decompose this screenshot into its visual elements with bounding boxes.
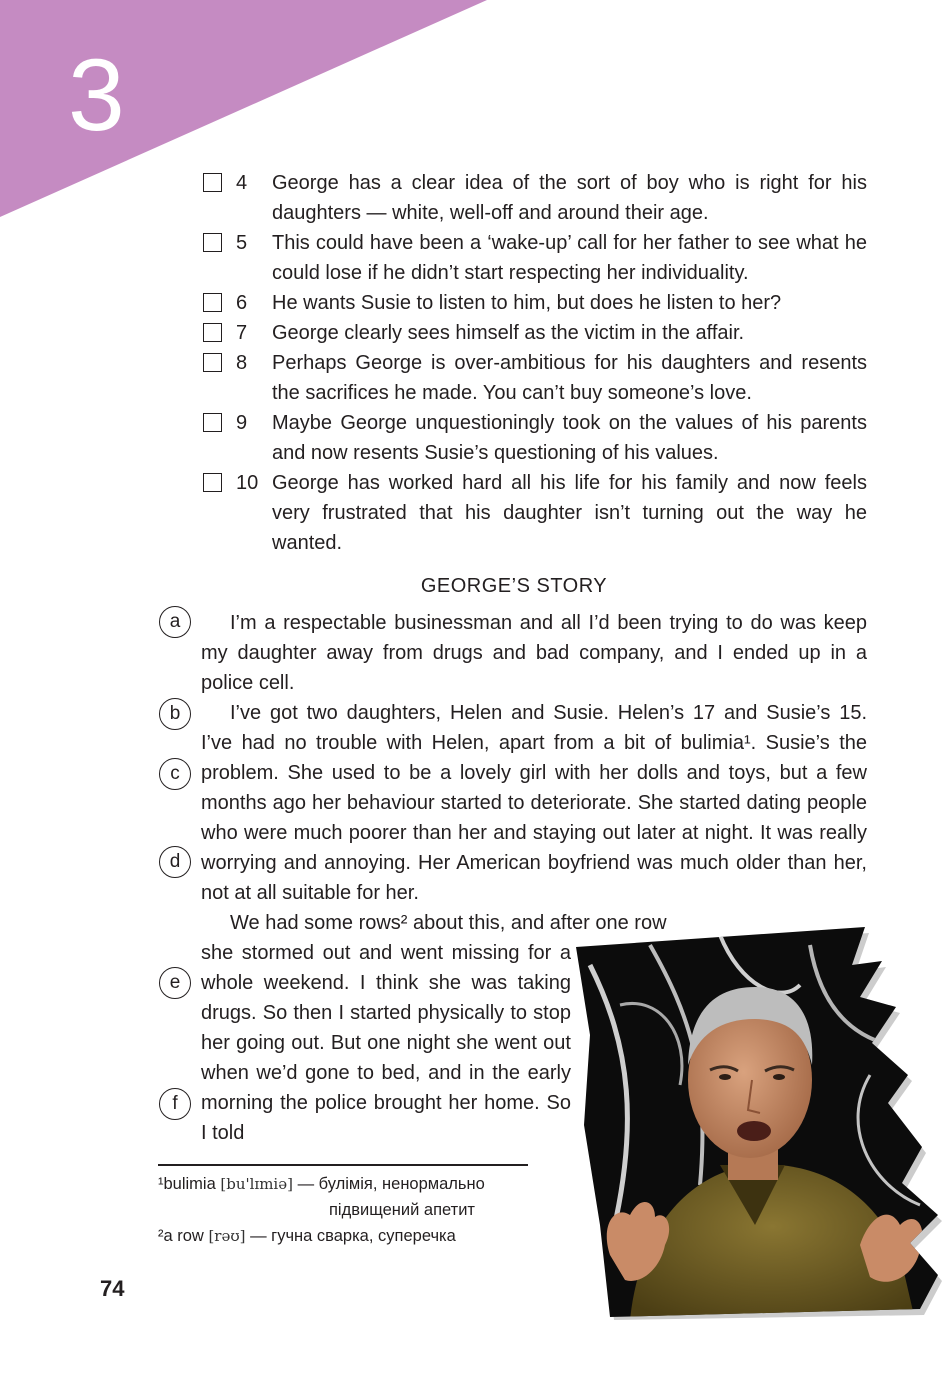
- footnote-2: [158, 1223, 558, 1249]
- statement-item: [203, 168, 867, 228]
- statement-checkbox[interactable]: [203, 173, 222, 192]
- marker-f: f: [159, 1088, 191, 1120]
- statement-text: George has worked hard all his life for his family and now feels very frustrated that his daughter isn’t turning out the way he wanted.: [272, 472, 867, 554]
- story-paragraph-3-rest: she stormed out and went missing for a whole weekend. I think she was taking drugs. So then I started physically to stop her going out. But one night she went out when we’d gone to bed, and in the early morning the police brought her home. So I told: [201, 942, 571, 1144]
- statement-number: 6: [236, 292, 248, 314]
- statement-number: 10: [236, 472, 259, 494]
- statement-checkbox[interactable]: [203, 473, 222, 492]
- footnote-1: [158, 1171, 558, 1197]
- statement-number: 8: [236, 352, 248, 374]
- footnote-1-continuation: підвищений апетит: [329, 1201, 475, 1219]
- statement-text: George has a clear idea of the sort of boy who is right for his daughters — white, well-off and around their age.: [272, 172, 867, 224]
- statement-item: [203, 228, 867, 288]
- footnote-1-phonetic: [bu'lɪmiə]: [220, 1175, 293, 1193]
- footnote-1-word: ¹bulimia: [158, 1175, 216, 1193]
- statement-text: Perhaps George is over-ambitious for his daughters and resents the sacrifices he made. You can’t buy someone’s love.: [272, 352, 867, 404]
- story-paragraph-2: I’ve got two daughters, Helen and Susie. Helen’s 17 and Susie’s 15. I’ve had no trouble with Helen, apart from a bit of bulimia¹. Susie’s the problem. She used to be a lovely girl with her dolls and toys, but a few months ago her behaviour started to deteriorate. She started dating people who were much poorer than her and staying out later at night. It was really worrying and annoying. Her American boyfriend was much older than her, not at all suitable for her.: [201, 702, 867, 904]
- story-title: GEORGE’S STORY: [420, 575, 608, 597]
- statement-number: 9: [236, 412, 248, 434]
- marker-a: a: [159, 606, 191, 638]
- statement-text: Maybe George unquestioningly took on the values of his parents and now resents Susie’s questioning of his values.: [272, 412, 867, 464]
- statement-number: 4: [236, 172, 248, 194]
- statement-checkbox[interactable]: [203, 323, 222, 342]
- marker-b: b: [159, 698, 191, 730]
- statement-checkbox[interactable]: [203, 353, 222, 372]
- statement-text: This could have been a ‘wake-up’ call for her father to see what he could lose if he didn’t start respecting her individuality.: [272, 232, 867, 284]
- page-number: 74: [100, 1276, 125, 1301]
- statement-number: 5: [236, 232, 248, 254]
- story-paragraph-3-first-line: We had some rows² about this, and after one row: [230, 912, 667, 934]
- statement-item: [203, 348, 867, 408]
- marker-c: c: [159, 758, 191, 790]
- statement-list: [203, 168, 867, 558]
- unit-number: 3: [68, 38, 125, 152]
- statement-checkbox[interactable]: [203, 293, 222, 312]
- statement-text: George clearly sees himself as the victim in the affair.: [272, 322, 745, 344]
- statement-checkbox[interactable]: [203, 233, 222, 252]
- marker-e: e: [159, 967, 191, 999]
- statement-text: He wants Susie to listen to him, but does he listen to her?: [272, 292, 782, 314]
- george-photo: [570, 925, 945, 1320]
- statement-item: [203, 408, 867, 468]
- footnotes: [158, 1171, 558, 1249]
- footnote-1-definition: — булімія, ненормально: [297, 1175, 485, 1193]
- statement-number: 7: [236, 322, 248, 344]
- footnote-divider: [158, 1164, 528, 1166]
- story-paragraph-1: I’m a respectable businessman and all I’d been trying to do was keep my daughter away from drugs and bad company, and I ended up in a police cell.: [201, 612, 867, 694]
- statement-item: [203, 468, 867, 558]
- footnote-2-phonetic: [rəʊ]: [208, 1227, 246, 1245]
- statement-checkbox[interactable]: [203, 413, 222, 432]
- statement-item: [203, 288, 867, 318]
- marker-d: d: [159, 846, 191, 878]
- footnote-2-word: ²a row: [158, 1227, 204, 1245]
- statement-item: [203, 318, 867, 348]
- footnote-2-definition: — гучна сварка, суперечка: [250, 1227, 456, 1245]
